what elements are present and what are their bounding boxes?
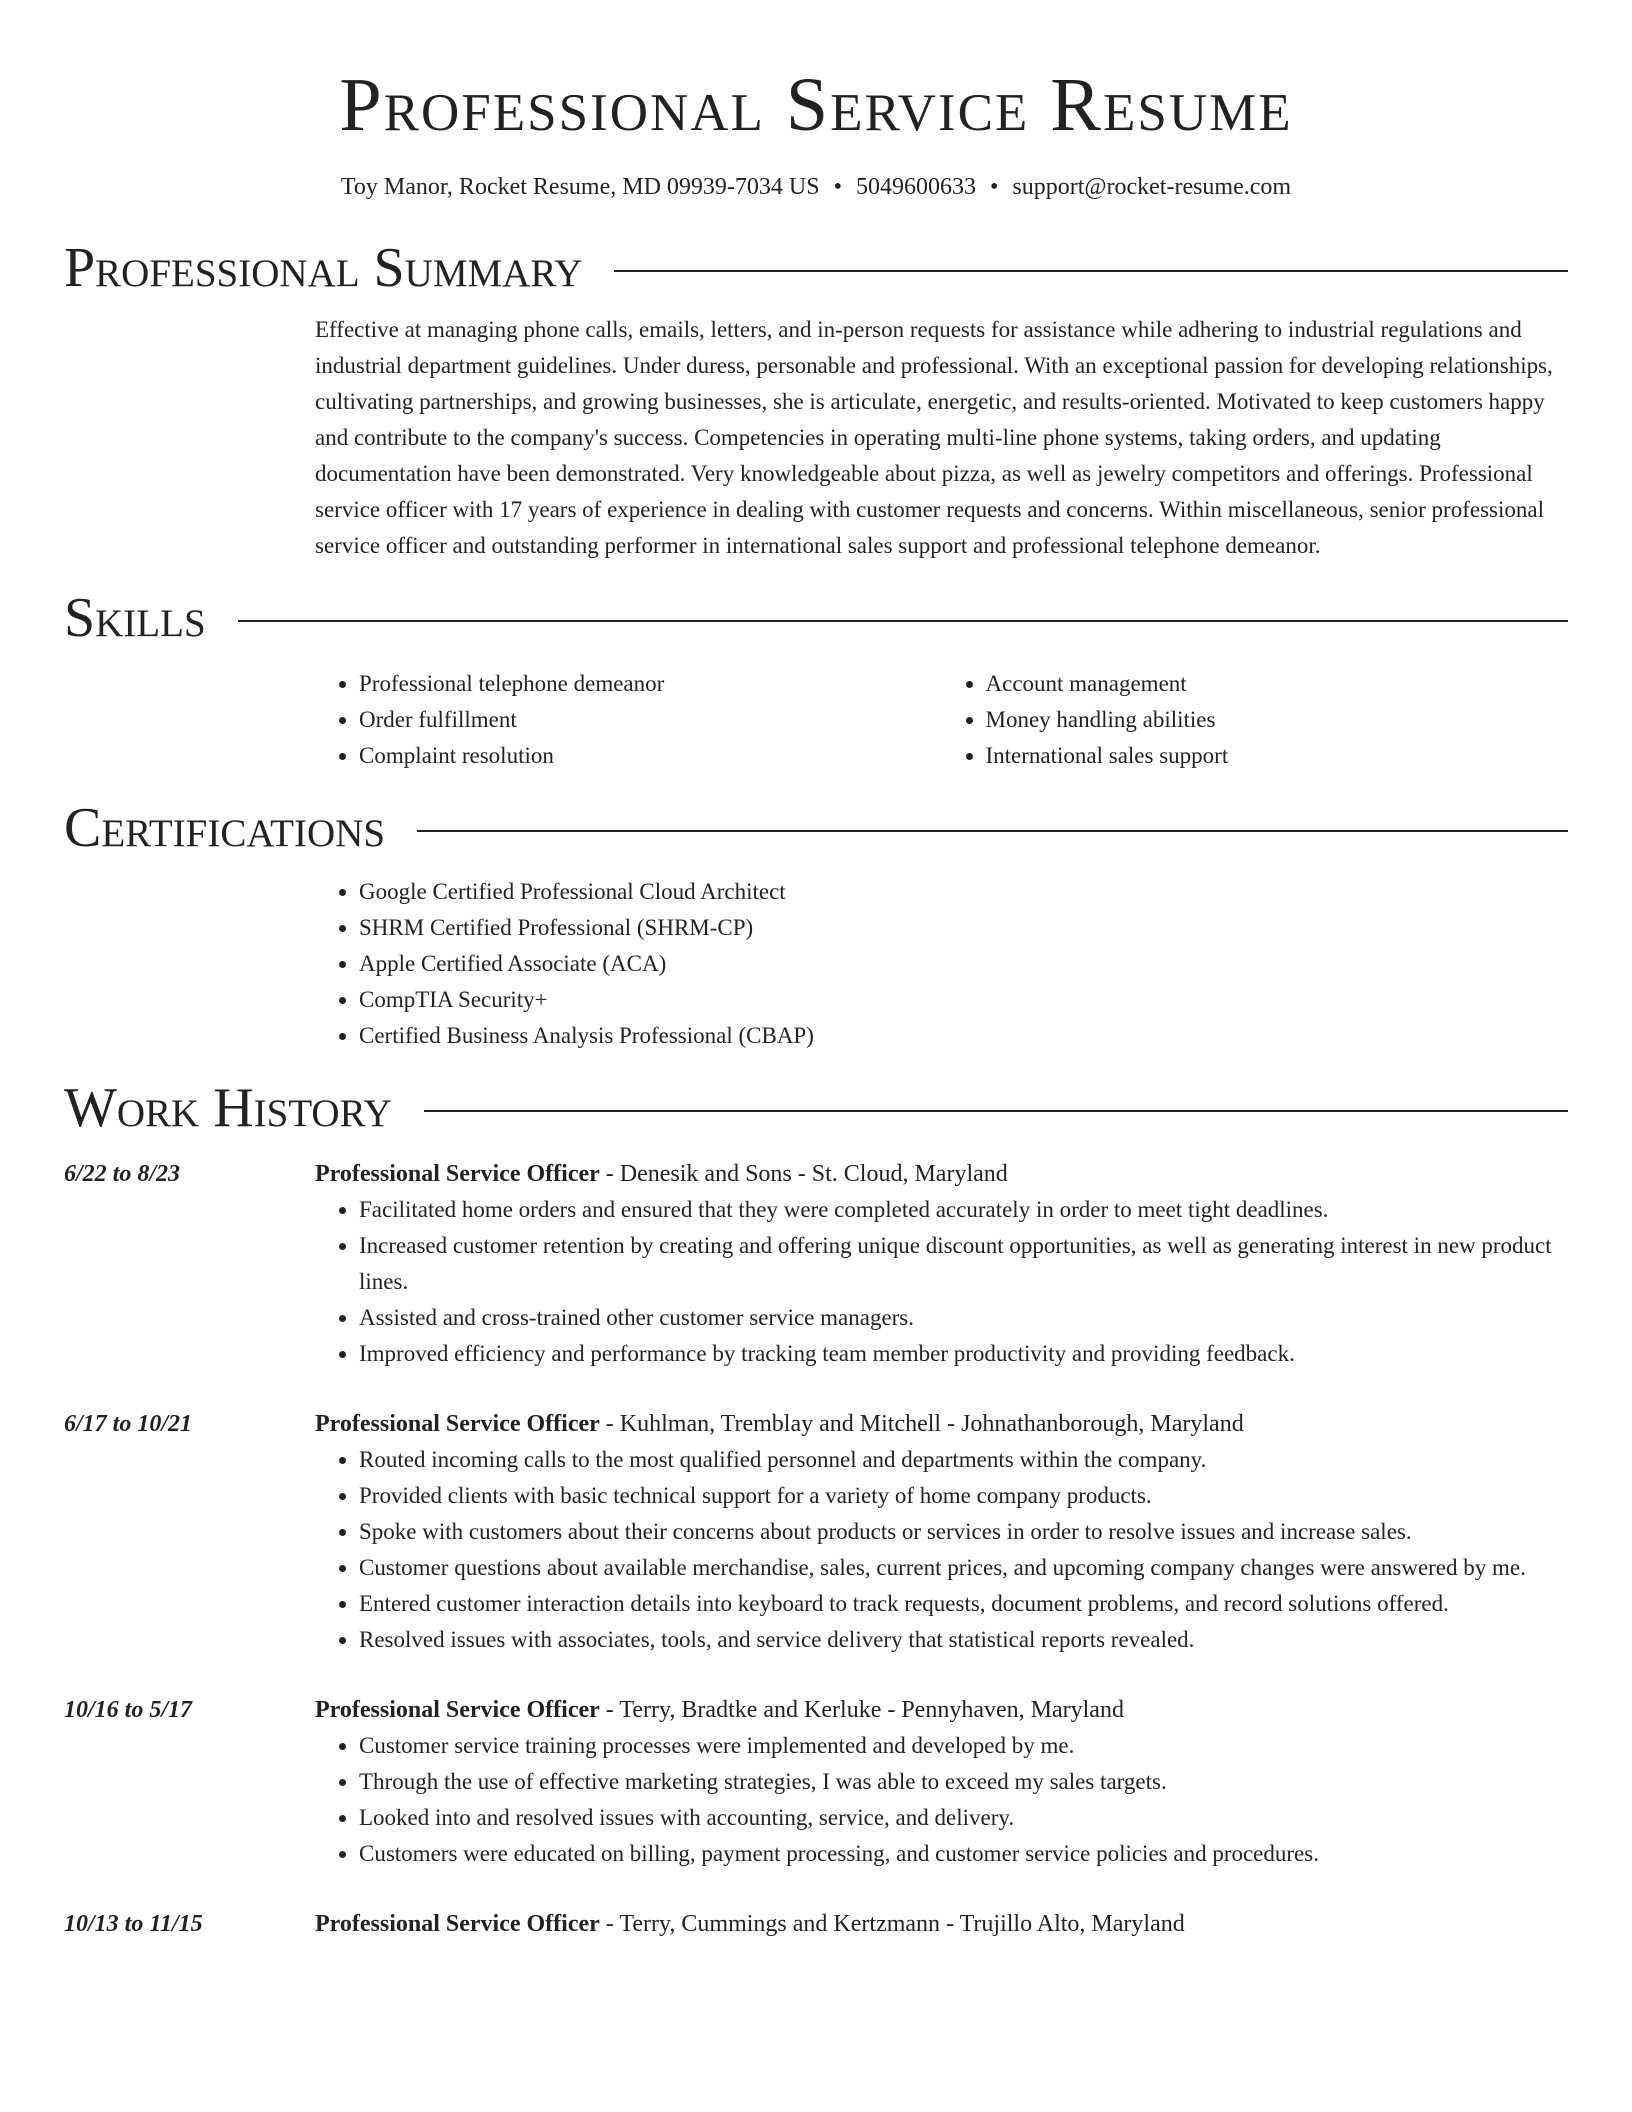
section-divider [424,1110,1568,1112]
skill-item: • Complaint resolution [359,738,942,774]
certifications-heading [64,796,1568,860]
job-entry [64,1906,1568,1942]
job-title-line [315,1692,1568,1728]
skill-item: • Money handling abilities [986,702,1569,738]
certification-item: • SHRM Certified Professional (SHRM-CP) [359,910,1568,946]
job-dates: 10/16 to 5/17 [64,1697,193,1723]
skill-item: • Order fulfillment [359,702,942,738]
contact-email: support@rocket-resume.com [1012,174,1292,200]
job-company: - Terry, Bradtke and Kerluke - Pennyhaven, Maryland [599,1697,1124,1723]
job-dates: 10/13 to 11/15 [64,1911,203,1937]
summary-text: Effective at managing phone calls, emails, letters, and in-person requests for assistance while adhering to industrial regulations and industrial department guidelines. Under duress, personable and professional. With an exceptional passion for developing relationships, cultivating partnerships, and growing businesses, she is articulate, energetic, and results-oriented. Motivated to keep customers happy and contribute to the company's success. Competencies in operating multi-line phone systems, taking orders, and updating documentation have been demonstrated. Very knowledgeable about pizza, as well as jewelry competitors and offerings. Professional service officer with 17 years of experience in dealing with customer requests and concerns. Within miscellaneous, senior professional service officer and outstanding performer in international sales support and professional telephone demeanor. [315,317,1553,558]
contact-phone: 5049600633 [855,174,976,200]
job-title: Professional Service Officer [315,1911,600,1937]
section-divider [614,270,1568,272]
skill-item: • Account management [986,666,1569,702]
job-bullets [315,1192,1568,1372]
work-history-heading-text: Work History [64,1077,392,1139]
job-details [315,1692,1568,1872]
resume-name: Professional Service Resume [339,63,1293,147]
skills-grid [315,666,1568,774]
job-entry [64,1156,1568,1372]
job-details [315,1406,1568,1658]
skill-item: • Professional telephone demeanor [359,666,942,702]
skills-heading-text: Skills [64,587,206,649]
job-bullets [315,1728,1568,1872]
job-bullet: • Through the use of effective marketing strategies, I was able to exceed my sales targets. [359,1764,1568,1800]
job-title: Professional Service Officer [315,1161,600,1187]
job-bullet: • Looked into and resolved issues with accounting, service, and delivery. [359,1800,1568,1836]
contact-address: Toy Manor, Rocket Resume, MD 09939-7034 US [340,174,820,200]
certification-item: • Google Certified Professional Cloud Architect [359,874,1568,910]
resume-page [64,0,1568,1942]
job-bullet: • Resolved issues with associates, tools, and service delivery that statistical reports revealed. [359,1622,1568,1658]
contact-line [64,170,1568,204]
contact-separator: • [989,174,999,200]
job-bullet: • Increased customer retention by creating and offering unique discount opportunities, as well as generating interest in new product lines. [359,1228,1568,1300]
job-dates: 6/22 to 8/23 [64,1161,181,1187]
job-bullet: • Facilitated home orders and ensured that they were completed accurately in order to meet tight deadlines. [359,1192,1568,1228]
job-entry [64,1406,1568,1658]
certification-item: • Certified Business Analysis Professional (CBAP) [359,1018,1568,1054]
job-bullets [315,1442,1568,1658]
job-details [315,1906,1568,1942]
job-bullet: • Spoke with customers about their concerns about products or services in order to resolve issues and increase sales. [359,1514,1568,1550]
job-bullet: • Customer service training processes were implemented and developed by me. [359,1728,1568,1764]
section-divider [238,620,1568,622]
job-entry [64,1692,1568,1872]
job-title-line [315,1156,1568,1192]
skills-list-right [942,666,1569,774]
job-bullet: • Customer questions about available merchandise, sales, current prices, and upcoming company changes were answered by me. [359,1550,1568,1586]
job-title: Professional Service Officer [315,1411,600,1437]
summary-heading-text: Professional Summary [64,237,583,299]
job-company: - Terry, Cummings and Kertzmann - Trujillo Alto, Maryland [599,1911,1185,1937]
job-company: - Kuhlman, Tremblay and Mitchell - Johnathanborough, Maryland [599,1411,1244,1437]
skill-item: • International sales support [986,738,1569,774]
certifications-heading-text: Certifications [64,797,386,859]
job-details [315,1156,1568,1372]
contact-separator: • [833,174,842,200]
certification-item: • CompTIA Security+ [359,982,1568,1018]
certifications-list [315,874,1568,1054]
job-dates: 6/17 to 10/21 [64,1411,193,1437]
section-divider [417,830,1568,832]
certification-item: • Apple Certified Associate (ACA) [359,946,1568,982]
job-title-line [315,1906,1568,1942]
job-bullet: • Provided clients with basic technical support for a variety of home company products. [359,1478,1568,1514]
job-company: - Denesik and Sons - St. Cloud, Maryland [599,1161,1008,1187]
job-bullet: • Routed incoming calls to the most qualified personnel and departments within the company. [359,1442,1568,1478]
job-title: Professional Service Officer [315,1697,600,1723]
summary-heading [64,236,1568,300]
job-bullet: • Assisted and cross-trained other customer service managers. [359,1300,1568,1336]
job-bullet: • Entered customer interaction details into keyboard to track requests, document problems, and record solutions offered. [359,1586,1568,1622]
certifications-block [315,874,1568,1054]
job-bullet: • Customers were educated on billing, payment processing, and customer service policies and procedures. [359,1836,1568,1872]
skills-heading [64,586,1568,650]
job-title-line [315,1406,1568,1442]
job-bullet: • Improved efficiency and performance by tracking team member productivity and providing feedback. [359,1336,1568,1372]
skills-list-left [315,666,942,774]
work-history-heading [64,1076,1568,1140]
